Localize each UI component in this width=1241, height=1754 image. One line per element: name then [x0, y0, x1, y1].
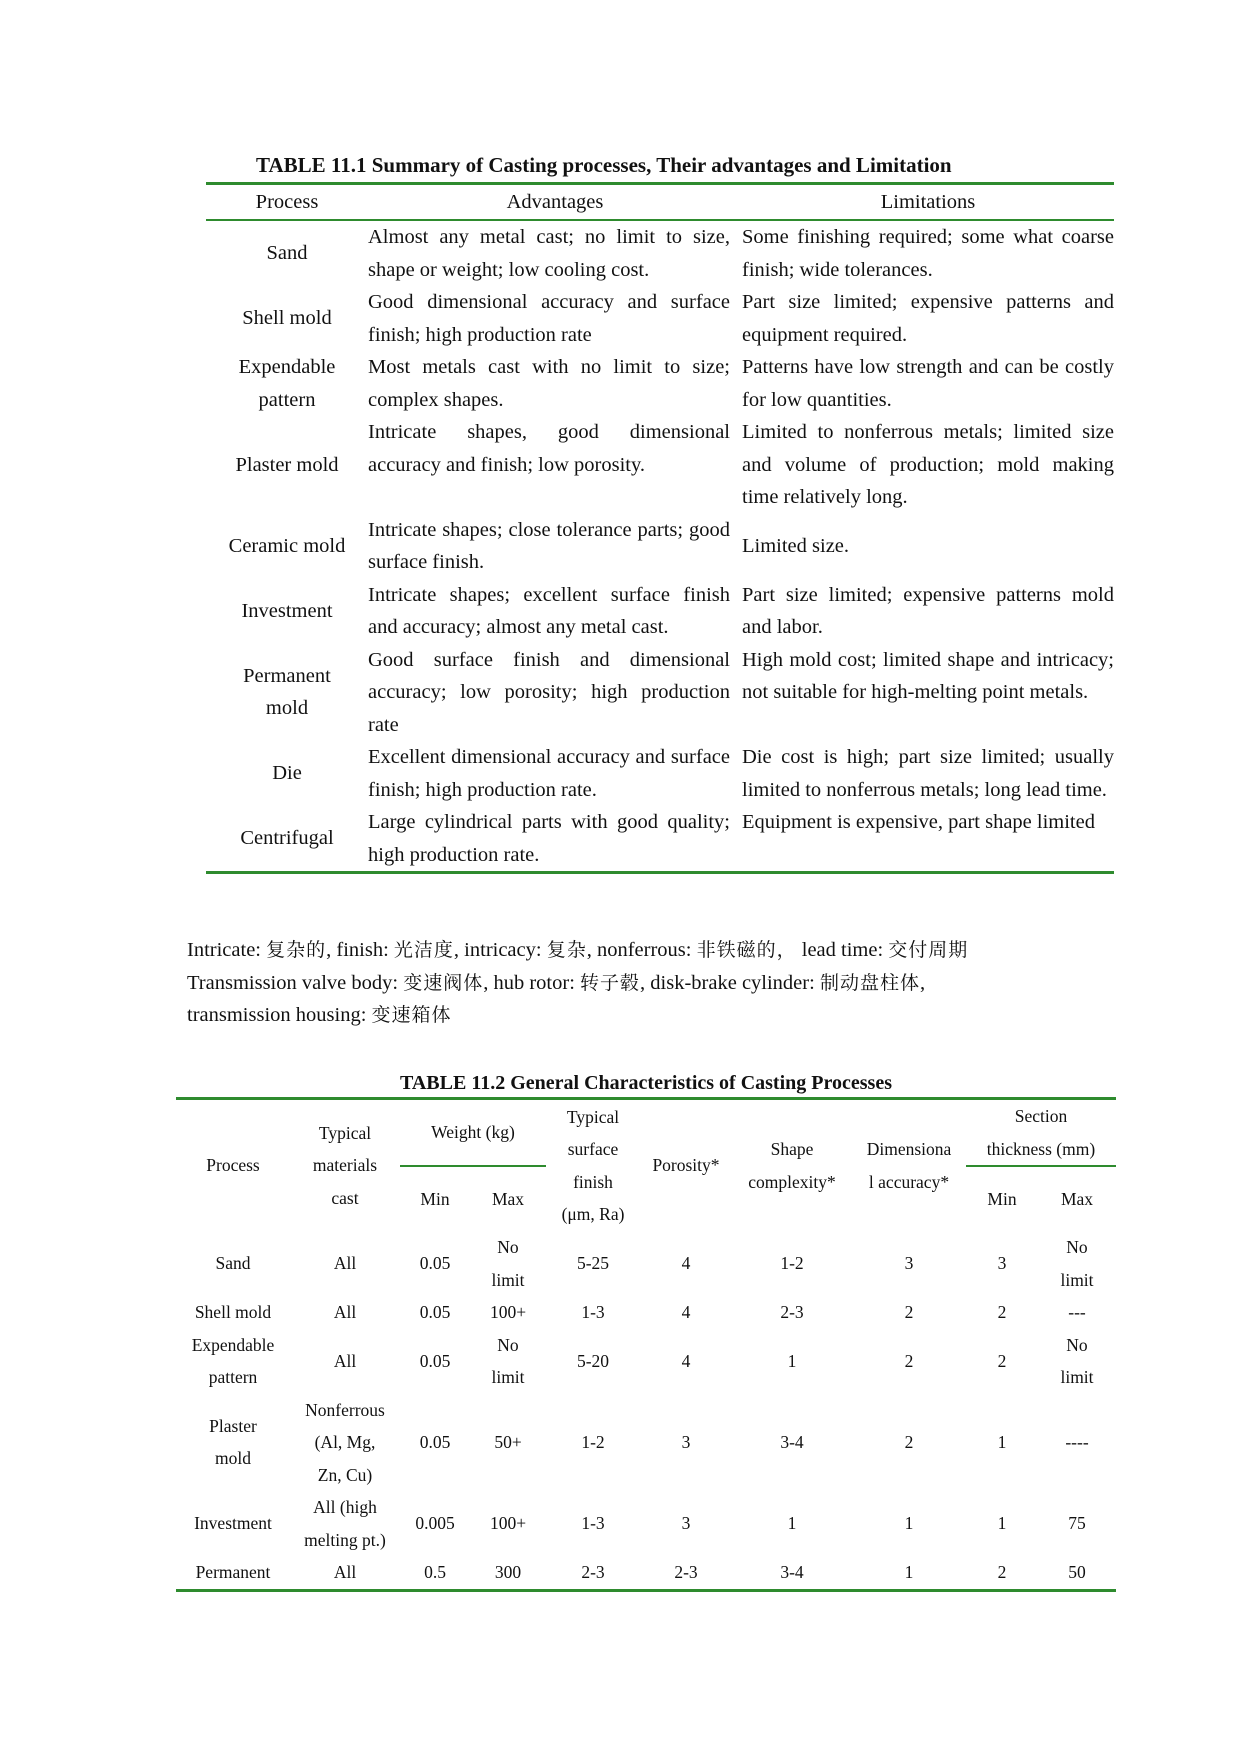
- process-cell: Shell mold: [242, 307, 332, 330]
- dimensional-cell: 2: [904, 1350, 914, 1371]
- section-min-cell: 1: [997, 1432, 1007, 1452]
- process-cell: Permanent: [176, 1556, 290, 1590]
- process-cell: Centrifugal: [206, 806, 368, 873]
- limitations-cell: Part size limited; expensive patterns mold and labor.: [742, 583, 1114, 638]
- table1-row: [206, 286, 1114, 351]
- table2-header-section-min: Min: [987, 1188, 1017, 1209]
- shape-cell: 3-4: [780, 1432, 804, 1452]
- table2-row: [176, 1329, 1116, 1394]
- shape-cell: 2-3: [780, 1302, 804, 1322]
- table1-title: TABLE 11.1 Summary of Casting processes, Their advantages and Limitation: [256, 153, 952, 177]
- process-cell: Sand: [215, 1253, 251, 1274]
- dimensional-cell: 2: [904, 1432, 914, 1452]
- glossary-term: Transmission valve body:: [187, 971, 399, 994]
- advantages-cell: Excellent dimensional accuracy and surface finish; high production rate.: [368, 746, 730, 801]
- table2-row: [176, 1491, 1116, 1556]
- porosity-cell: 4: [681, 1253, 691, 1274]
- advantages-cell: Intricate shapes; close tolerance parts; good surface finish.: [368, 518, 730, 573]
- table1: [206, 182, 1114, 874]
- glossary-line: [187, 934, 1107, 967]
- weight-min-cell: 0.05: [419, 1302, 451, 1322]
- section-max-cell: 75: [1068, 1513, 1086, 1534]
- finish-cell: 1-3: [581, 1302, 605, 1322]
- glossary-term: , disk-brake cylinder:: [640, 971, 815, 994]
- advantages-cell: Good surface finish and dimensional accuracy; low porosity; high production rate: [368, 648, 730, 736]
- weight-min-cell: 0.005: [415, 1513, 455, 1534]
- advantages-cell: Almost any metal cast; no limit to size, shape or weight; low cooling cost.: [368, 226, 730, 281]
- porosity-cell: 4: [681, 1350, 691, 1371]
- section-max-cell: No limit: [1060, 1334, 1094, 1387]
- weight-max-cell: 100+: [489, 1513, 527, 1534]
- table2-header-process: Process: [176, 1099, 290, 1232]
- table2-row: [176, 1394, 1116, 1492]
- materials-cell: All: [333, 1302, 357, 1322]
- table2-header-shape: Shape complexity*: [732, 1099, 852, 1232]
- limitations-cell: High mold cost; limited shape and intricacy; not suitable for high-melting point metals.: [742, 648, 1114, 703]
- glossary-translation: 变速箱体: [371, 1004, 452, 1026]
- table1-header-advantages: Advantages: [368, 184, 742, 221]
- limitations-cell: Part size limited; expensive patterns and equipment required.: [742, 291, 1114, 346]
- finish-cell: 1-3: [581, 1513, 605, 1534]
- shape-cell: 3-4: [732, 1556, 852, 1590]
- section-min-cell: 3: [997, 1253, 1007, 1274]
- weight-max-cell: 100+: [489, 1302, 527, 1322]
- table2-header-materials: Typical materials cast: [290, 1099, 400, 1232]
- glossary: [187, 934, 1107, 1032]
- glossary-translation: 制动盘柱体: [819, 971, 920, 994]
- limitations-cell: Patterns have low strength and can be costly for low quantities.: [742, 356, 1114, 411]
- section-max-cell: ---: [1068, 1302, 1086, 1322]
- glossary-term: , nonferrous:: [586, 939, 692, 961]
- limitations-cell: Some finishing required; some what coarse finish; wide tolerances.: [742, 226, 1114, 281]
- table2-header-finish: Typical surface finish (μm, Ra): [546, 1099, 640, 1232]
- section-min-cell: 2: [997, 1302, 1007, 1322]
- limitations-cell: Limited size.: [742, 534, 850, 557]
- porosity-cell: 3: [681, 1513, 691, 1534]
- process-cell: Ceramic mold: [228, 534, 346, 557]
- section-min-cell: 2: [997, 1350, 1007, 1371]
- materials-cell: All: [333, 1350, 357, 1371]
- glossary-translation: 转子毂: [580, 971, 641, 994]
- dimensional-cell: 2: [904, 1302, 914, 1322]
- table1-header-limitations: Limitations: [742, 184, 1114, 221]
- process-cell: Investment: [241, 599, 333, 622]
- table2-header-porosity: Porosity*: [640, 1099, 732, 1232]
- section-min-cell: 2: [966, 1556, 1038, 1590]
- glossary-line: [187, 967, 1107, 1000]
- glossary-term: transmission housing:: [187, 1004, 367, 1026]
- table2-title: TABLE 11.2 General Characteristics of Casting Processes: [400, 1072, 892, 1094]
- advantages-cell: Intricate shapes; excellent surface finish and accuracy; almost any metal cast.: [368, 583, 730, 638]
- table1-header-row: [206, 184, 1114, 221]
- finish-cell: 2-3: [546, 1556, 640, 1590]
- table2: [176, 1097, 1116, 1592]
- table2-header-weight: Weight (kg): [400, 1099, 546, 1167]
- table1-row: [206, 220, 1114, 286]
- finish-cell: 5-20: [576, 1350, 610, 1371]
- process-cell: Sand: [266, 242, 308, 265]
- weight-max-cell: 300: [470, 1556, 546, 1590]
- dimensional-cell: 1: [852, 1556, 966, 1590]
- process-cell: Expendable pattern: [238, 356, 336, 411]
- glossary-translation: 光洁度: [393, 939, 454, 961]
- process-cell: Investment: [194, 1513, 272, 1534]
- porosity-cell: 2-3: [640, 1556, 732, 1590]
- weight-min-cell: 0.05: [419, 1350, 451, 1371]
- glossary-term: lead time:: [801, 939, 884, 961]
- glossary-translation: 非铁磁的，: [696, 939, 797, 961]
- materials-cell: Nonferrous (Al, Mg, Zn, Cu): [305, 1399, 385, 1485]
- process-cell: Expendable pattern: [191, 1334, 275, 1387]
- table1-row: [206, 351, 1114, 416]
- process-cell: Shell mold: [194, 1302, 272, 1322]
- glossary-punctuation: ,: [919, 971, 926, 994]
- table1-row: [206, 514, 1114, 579]
- materials-cell: All: [290, 1556, 400, 1590]
- dimensional-cell: 3: [904, 1253, 914, 1274]
- limitations-cell: Die cost is high; part size limited; usually limited to nonferrous metals; long lead time.: [742, 746, 1114, 801]
- shape-cell: 1-2: [780, 1253, 804, 1274]
- finish-cell: 5-25: [576, 1253, 610, 1274]
- glossary-translation: 交付周期: [888, 939, 969, 961]
- limitations-cell: Limited to nonferrous metals; limited size and volume of production; mold making time relatively long.: [742, 421, 1114, 508]
- process-cell: Permanent mold: [243, 664, 331, 720]
- materials-cell: All: [333, 1253, 357, 1274]
- table2-header-weight-max: Max: [491, 1188, 525, 1209]
- glossary-translation: 复杂: [546, 939, 587, 961]
- table2-header-section-max: Max: [1060, 1188, 1094, 1209]
- glossary-line: [187, 999, 1107, 1032]
- glossary-translation: 变速阀体: [403, 971, 484, 994]
- advantages-cell: Large cylindrical parts with good quality; high production rate.: [368, 806, 742, 873]
- shape-cell: 1: [787, 1513, 797, 1534]
- table2-row: [176, 1231, 1116, 1296]
- section-min-cell: 1: [997, 1513, 1007, 1534]
- weight-max-cell: 50+: [494, 1432, 522, 1452]
- table1-row: [206, 579, 1114, 644]
- weight-min-cell: 0.05: [419, 1432, 451, 1452]
- section-max-cell: 50: [1038, 1556, 1116, 1590]
- table1-row: [206, 806, 1114, 873]
- advantages-cell: Most metals cast with no limit to size; complex shapes.: [368, 356, 730, 411]
- glossary-term: Intricate:: [187, 939, 261, 961]
- finish-cell: 1-2: [581, 1432, 605, 1452]
- table2-row: [176, 1296, 1116, 1329]
- section-max-cell: ----: [1065, 1432, 1089, 1452]
- glossary-translation: 复杂的: [266, 939, 327, 961]
- advantages-cell: Intricate shapes, good dimensional accuracy and finish; low porosity.: [368, 421, 730, 476]
- dimensional-cell: 1: [904, 1513, 914, 1534]
- table2-header-row: [176, 1099, 1116, 1167]
- section-max-cell: No limit: [1060, 1237, 1094, 1290]
- table1-row: [206, 741, 1114, 806]
- table2-header-section: Section thickness (mm): [966, 1099, 1116, 1167]
- process-cell: Plaster mold: [235, 453, 339, 476]
- porosity-cell: 4: [681, 1302, 691, 1322]
- limitations-cell: Equipment is expensive, part shape limited: [742, 806, 1114, 873]
- table2-row: [176, 1556, 1116, 1590]
- weight-min-cell: 0.5: [400, 1556, 470, 1590]
- weight-max-cell: No limit: [491, 1237, 525, 1290]
- process-cell: Die: [272, 762, 302, 785]
- table2-header-dimensional: Dimensiona l accuracy*: [852, 1099, 966, 1232]
- table1-header-process: Process: [206, 184, 368, 221]
- glossary-term: , hub rotor:: [483, 971, 575, 994]
- materials-cell: All (high melting pt.): [304, 1497, 386, 1550]
- glossary-term: , intricacy:: [453, 939, 542, 961]
- table2-header-weight-min: Min: [420, 1188, 450, 1209]
- table1-row: [206, 644, 1114, 742]
- weight-max-cell: No limit: [491, 1334, 525, 1387]
- weight-min-cell: 0.05: [419, 1253, 451, 1274]
- shape-cell: 1: [787, 1350, 797, 1371]
- porosity-cell: 3: [681, 1432, 691, 1452]
- process-cell: Plaster mold: [209, 1415, 257, 1469]
- glossary-term: , finish:: [326, 939, 389, 961]
- table1-row: [206, 416, 1114, 514]
- advantages-cell: Good dimensional accuracy and surface finish; high production rate: [368, 291, 730, 346]
